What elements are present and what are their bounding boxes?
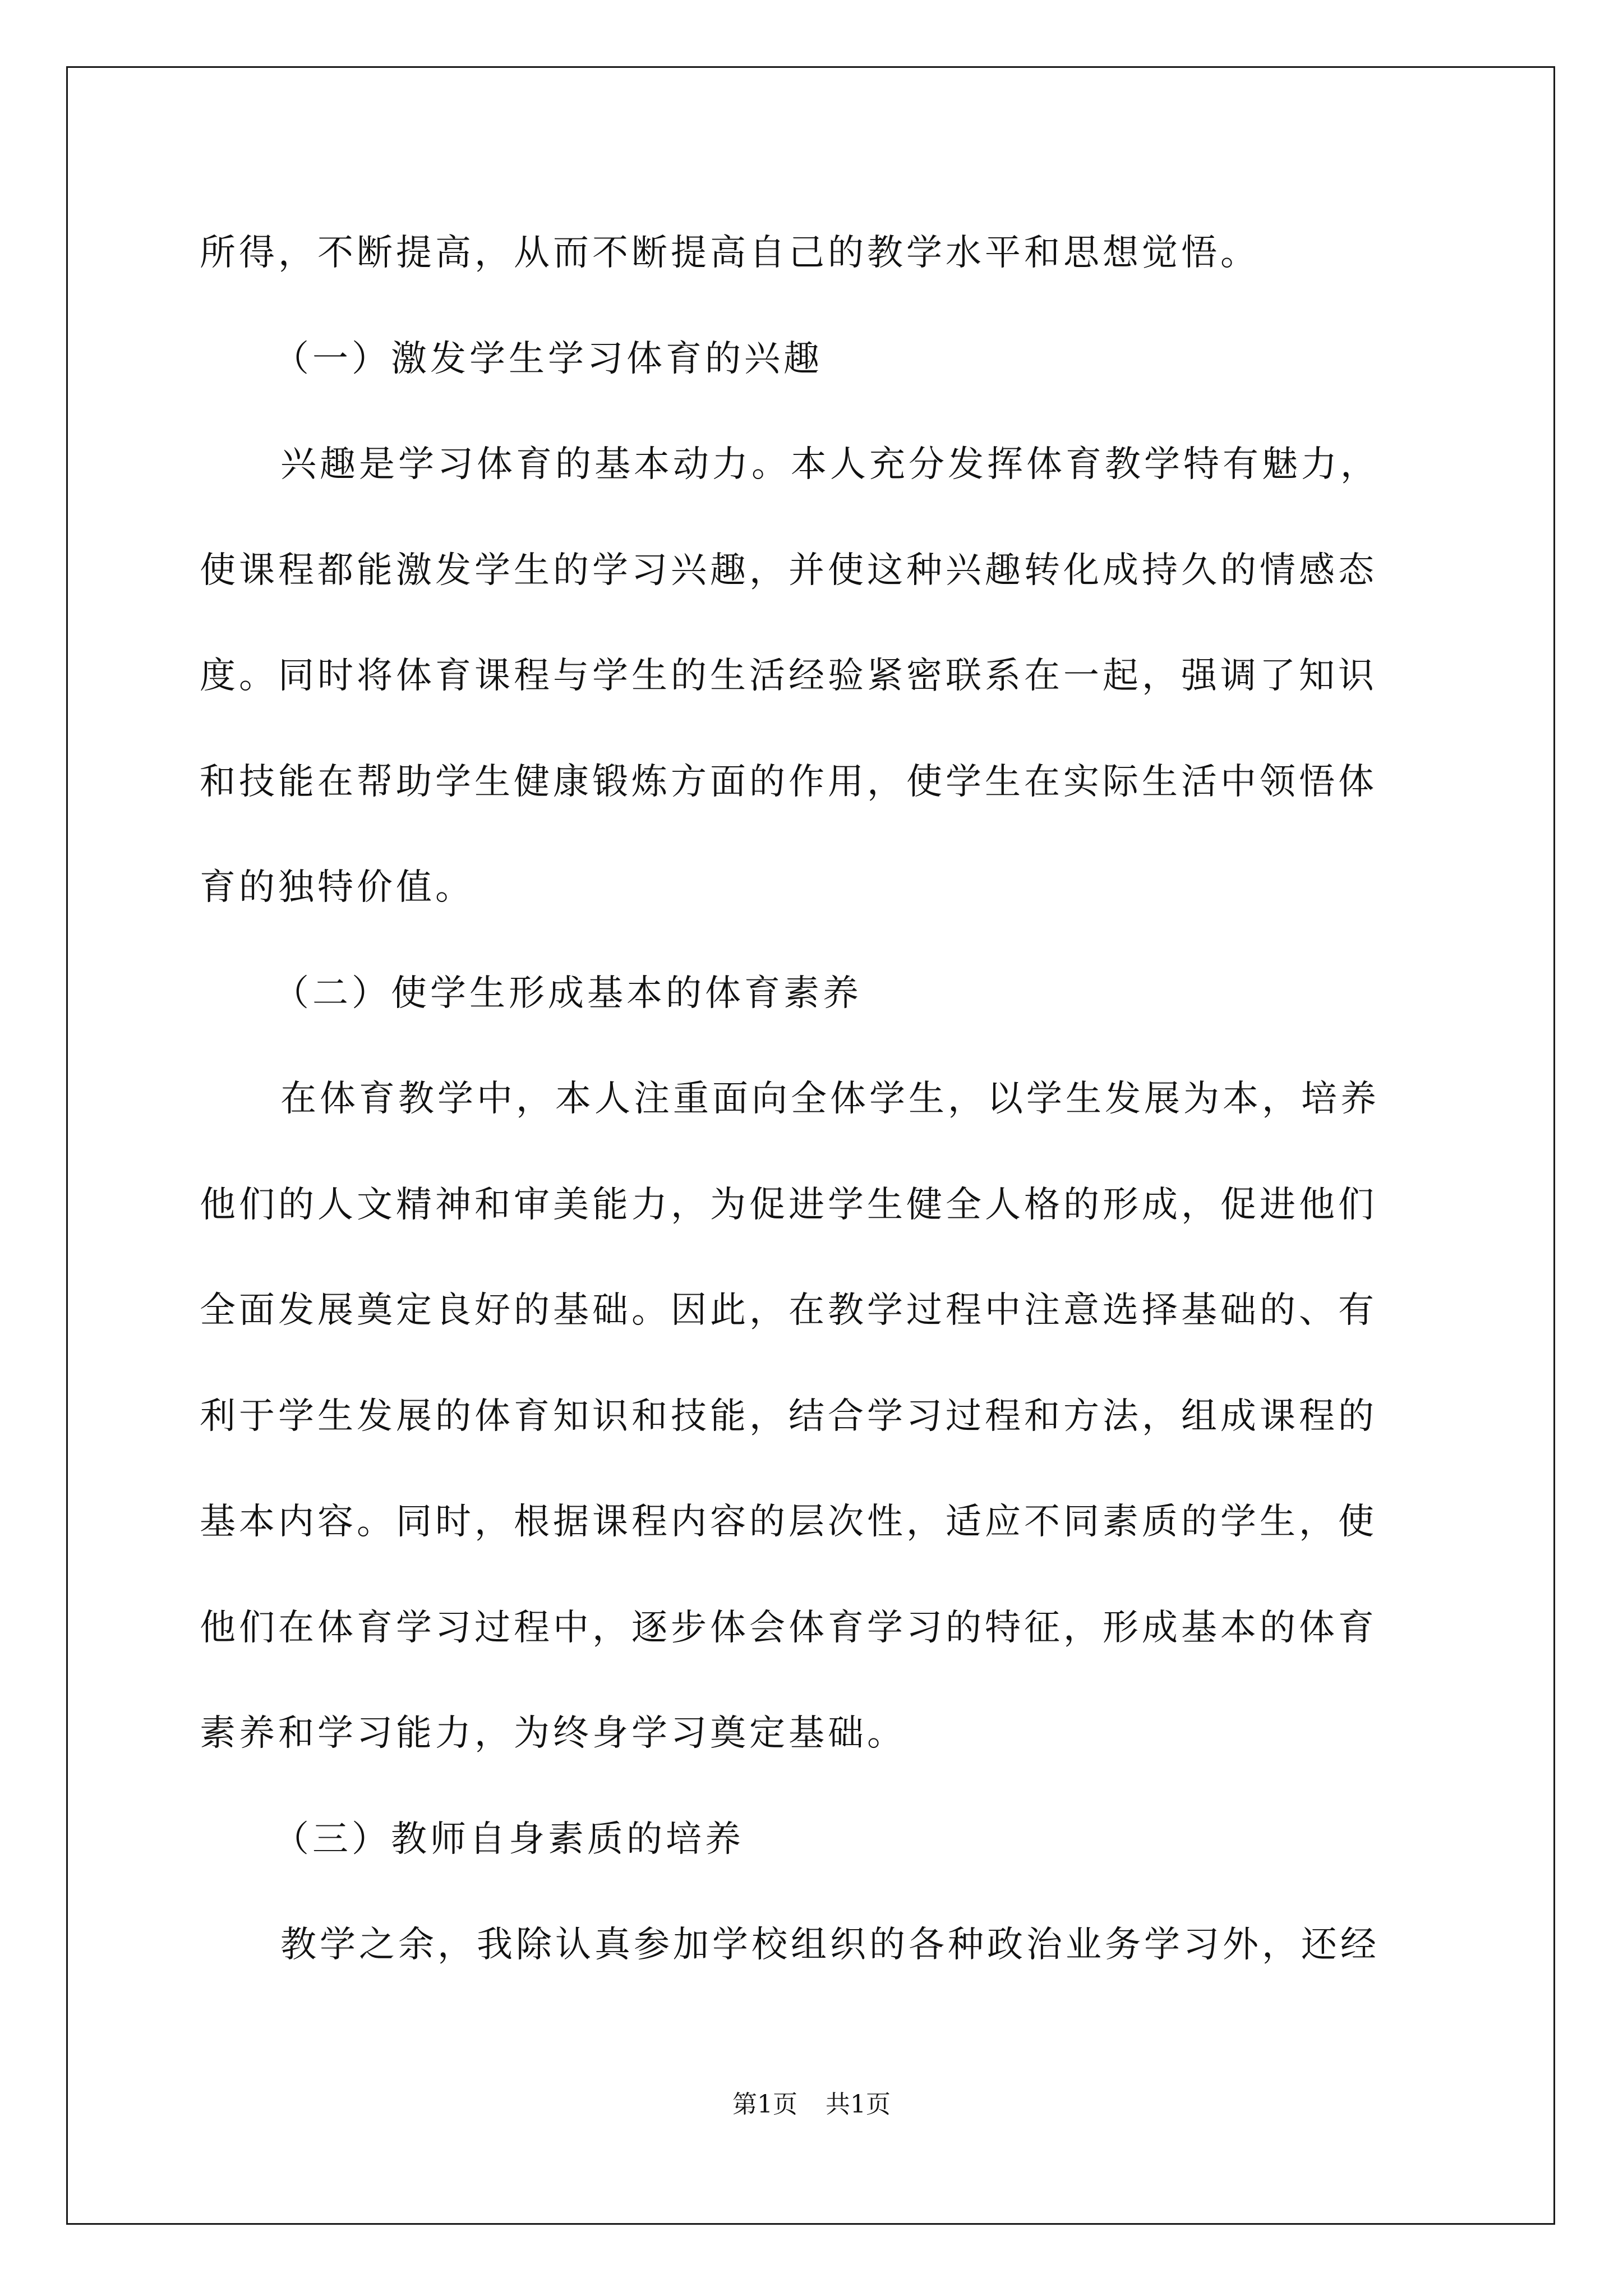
paragraph-line: 度。同时将体育课程与学生的生活经验紧密联系在一起，强调了知识 <box>200 655 1377 697</box>
paragraph-line: 在体育教学中，本人注重面向全体学生，以学生发展为本，培养 <box>280 1078 1380 1120</box>
page-number: 第1页 <box>732 2090 797 2119</box>
paragraph-line: 利于学生发展的体育知识和技能，结合学习过程和方法，组成课程的 <box>200 1396 1377 1437</box>
paragraph-line: 他们在体育学习过程中，逐步体会体育学习的特征，形成基本的体育 <box>200 1607 1377 1649</box>
paragraph-line: 他们的人文精神和审美能力，为促进学生健全人格的形成，促进他们 <box>200 1184 1377 1226</box>
page-border <box>66 66 1555 2225</box>
section-heading: （二）使学生形成基本的体育素养 <box>273 973 862 1014</box>
section-heading: （一）激发学生学习体育的兴趣 <box>273 338 823 380</box>
page-total: 共1页 <box>826 2090 891 2119</box>
paragraph-line: 教学之余，我除认真参加学校组织的各种政治业务学习外，还经 <box>280 1924 1380 1966</box>
paragraph-line: 所得，不断提高，从而不断提高自己的教学水平和思想觉悟。 <box>200 232 1260 274</box>
paragraph-line: 兴趣是学习体育的基本动力。本人充分发挥体育教学特有魅力， <box>280 444 1380 485</box>
paragraph-line: 素养和学习能力，为终身学习奠定基础。 <box>200 1713 906 1754</box>
paragraph-line: 和技能在帮助学生健康锻炼方面的作用，使学生在实际生活中领悟体 <box>200 761 1377 803</box>
paragraph-line: 育的独特价值。 <box>200 867 474 908</box>
paragraph-line: 全面发展奠定良好的基础。因此，在教学过程中注意选择基础的、有 <box>200 1290 1377 1331</box>
paragraph-line: 基本内容。同时，根据课程内容的层次性，适应不同素质的学生，使 <box>200 1501 1377 1543</box>
section-heading: （三）教师自身素质的培养 <box>273 1819 744 1860</box>
page-footer <box>0 2088 1623 2122</box>
paragraph-line: 使课程都能激发学生的学习兴趣，并使这种兴趣转化成持久的情感态 <box>200 550 1377 591</box>
